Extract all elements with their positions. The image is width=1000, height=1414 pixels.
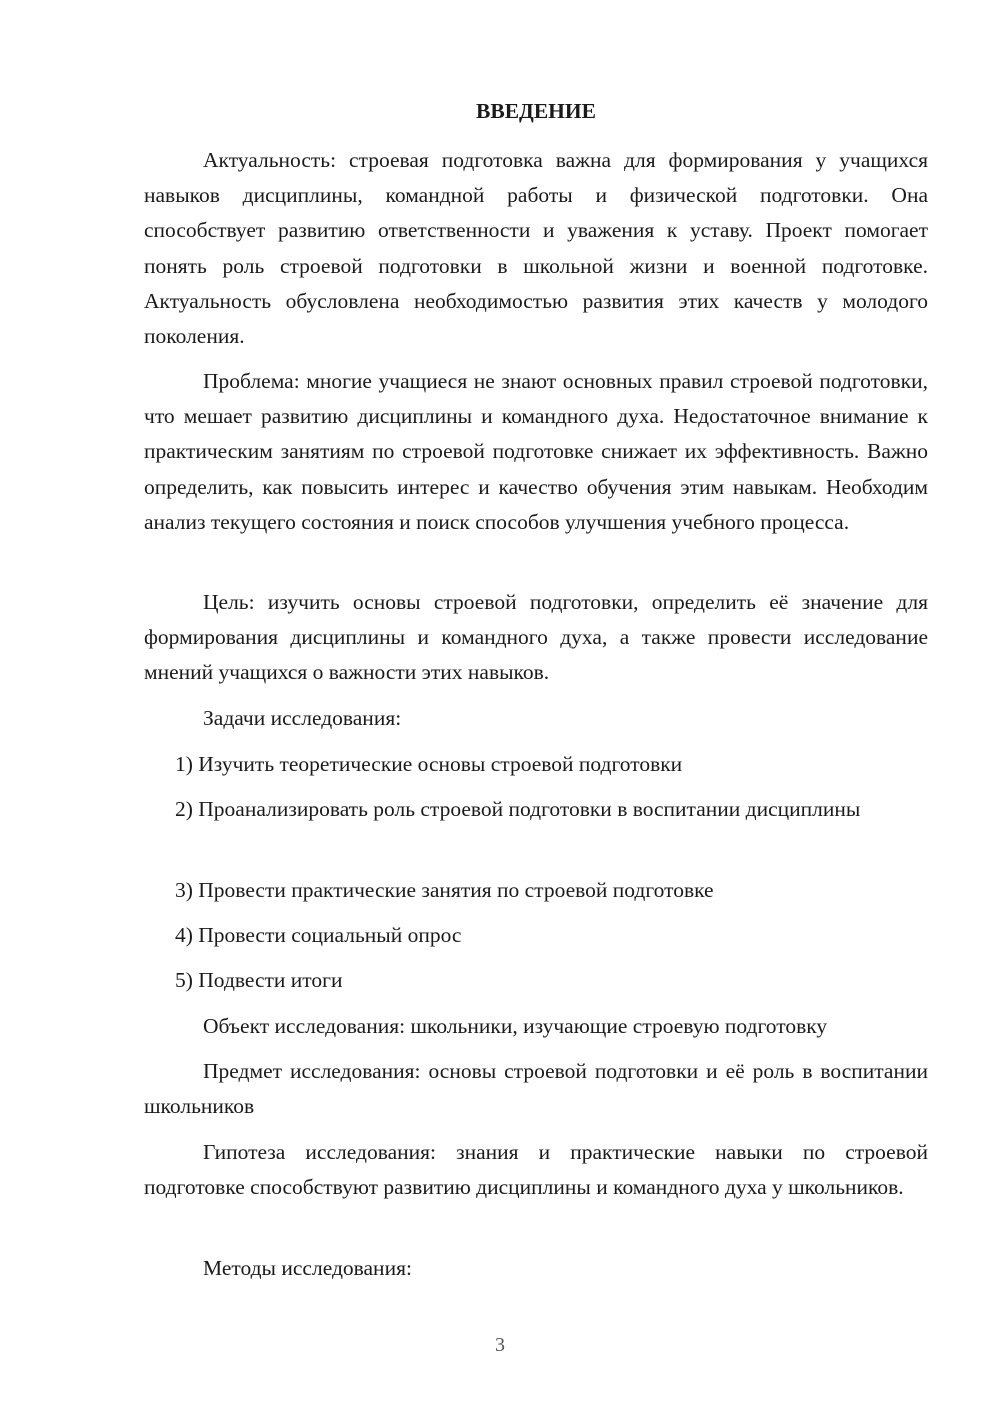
object-block: [144, 1009, 928, 1044]
problem-paragraph: Проблема: многие учащиеся не знают основных правил строевой подготовки, что мешает развитию дисциплины и командного духа. Недостаточное внимание к практическим занятиям по строевой подготовке снижает их эффективность. Важно определить, как повысить интерес и качество обучения этим навыкам. Необходим анализ текущего состояния и поиск способов улучшения учебного процесса.: [144, 369, 928, 534]
hypothesis-block: [144, 1135, 928, 1205]
task-item-4-block: [144, 918, 928, 953]
methods-title: Методы исследования:: [203, 1256, 412, 1280]
task-item: 2) Проанализировать роль строевой подготовки в воспитании дисциплины: [175, 797, 861, 821]
goal-block: [144, 585, 928, 691]
goal-paragraph: Цель: изучить основы строевой подготовки, определить её значение для формирования дисциплины и командного духа, а также провести исследование мнений учащихся о важности этих навыков.: [144, 590, 928, 685]
page-number: 3: [495, 1334, 505, 1356]
task-item: 4) Провести социальный опрос: [175, 923, 462, 947]
task-item-5-block: [144, 963, 928, 998]
methods-title-block: [144, 1251, 928, 1286]
task-item-2-block: [144, 792, 928, 827]
task-item: 5) Подвести итоги: [175, 968, 343, 992]
subject-paragraph: Предмет исследования: основы строевой подготовки и её роль в воспитании школьников: [144, 1059, 928, 1119]
subject-block: [144, 1054, 928, 1124]
relevance-paragraph: Актуальность: строевая подготовка важна для формирования у учащихся навыков дисциплины, командной работы и физической подготовки. Она способствует развитию ответственности и уважения к уставу. Проект помогает понять роль строевой подготовки в школьной жизни и военной подготовке. Актуальность обусловлена необходимостью развития этих качеств у молодого поколения.: [144, 148, 928, 349]
object-paragraph: Объект исследования: школьники, изучающие строевую подготовку: [203, 1014, 828, 1038]
task-item: 1) Изучить теоретические основы строевой подготовки: [175, 752, 683, 776]
task-item-3-block: [144, 873, 928, 908]
hypothesis-paragraph: Гипотеза исследования: знания и практические навыки по строевой подготовке способствуют развитию дисциплины и командного духа у школьников.: [144, 1140, 928, 1200]
task-item: 3) Провести практические занятия по строевой подготовке: [175, 878, 714, 902]
relevance-block: [144, 143, 928, 354]
page-heading: ВВЕДЕНИЕ: [476, 99, 596, 123]
task-item-1-block: [144, 747, 928, 782]
problem-block: [144, 364, 928, 540]
tasks-title-block: [144, 701, 928, 736]
tasks-title: Задачи исследования:: [203, 706, 402, 730]
